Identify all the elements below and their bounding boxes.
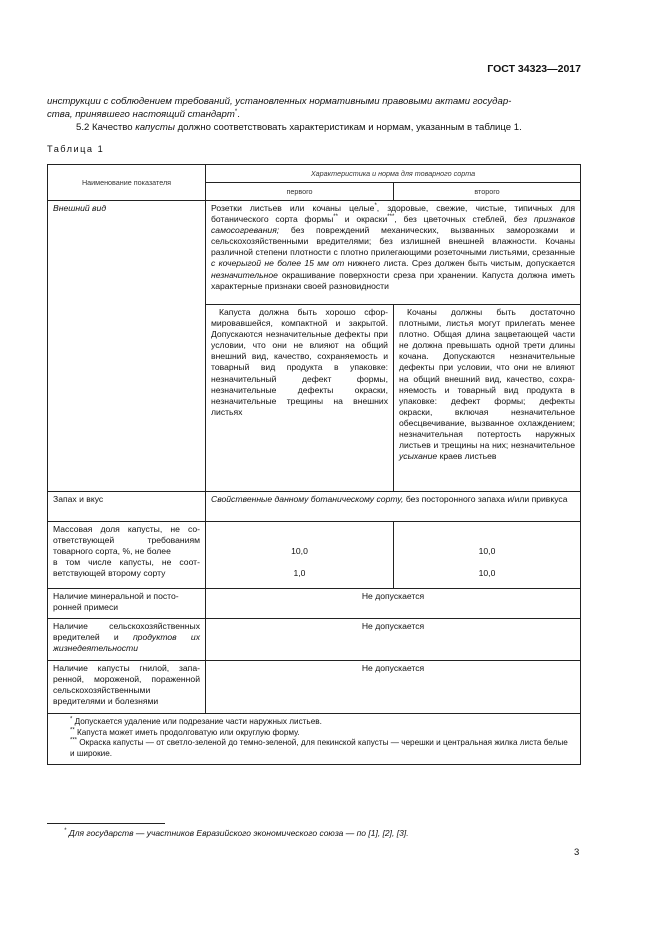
note-2-mark: ** [70, 726, 75, 733]
row-mass-second [394, 522, 581, 589]
note-1-mark: * [70, 716, 73, 723]
row-rotten-value: Не допускается [206, 661, 581, 714]
appearance-note-mark-1: * [374, 203, 377, 210]
page-footnote [64, 828, 409, 838]
page-number: 3 [574, 847, 580, 858]
footnote-mark: * [64, 828, 67, 835]
standard-header: ГОСТ 34323—2017 [487, 63, 581, 75]
table-notes [48, 714, 581, 765]
appearance-second-italic: усыхание [399, 451, 438, 462]
table-note-2 [70, 728, 574, 739]
appearance-second-part: краев листьев [437, 451, 497, 462]
row-appearance-second [394, 305, 581, 492]
appearance-note-mark-3: *** [387, 214, 395, 221]
head-group: Характеристика и норма для товарного сорта [206, 165, 581, 183]
intro-line-2-end: . [237, 109, 240, 120]
note-1-text: Допускается удаление или подрезание части наружных листьев. [72, 717, 322, 726]
intro-line-2-text: ства, принявшего настоящий стандарт [47, 109, 235, 120]
clause-5-2 [76, 121, 522, 134]
appearance-common-part: , здоровые, свежие, чистые, типичных для ботанического сорта формы [211, 203, 575, 225]
pests-label-italic: продуктов их жизнедеятельности [53, 632, 200, 654]
footnote-text: Для государств — участников Евразийского экономического союза — по [1], [2], [3]. [66, 828, 409, 838]
row-smell-label: Запах и вкус [48, 492, 206, 522]
appearance-common-part: Розетки листьев или кочаны целые [211, 203, 375, 213]
clause-5-2-it: капусты [135, 122, 175, 133]
appearance-common-italic: незначительное [211, 269, 278, 280]
note-3-mark: *** [70, 737, 78, 744]
quality-table [47, 164, 581, 765]
appearance-common-part: нижнего листа. Срез должен быть чистым, допускается [344, 258, 575, 269]
head-first-grade: первого [206, 183, 394, 201]
appearance-common-italic: с кочерыгой не более 15 мм от [211, 258, 345, 269]
appearance-note-mark-2: ** [333, 214, 338, 221]
row-appearance-common [206, 201, 581, 305]
intro-line-2 [47, 108, 240, 121]
appearance-common-part: без повреждений механических, вызванных заморозками и сельскохозяйственными вредителями; без излишней внешней влажности. Кочаны различной степени плотности с плотно прилегающими розеточными листьями, срезанные [211, 225, 575, 258]
intro-footnote-mark: * [234, 108, 238, 115]
smell-value-italic: Свойственные данному ботаническому сорту, [211, 494, 404, 504]
row-appearance-first: Капуста должна быть хорошо сформировавшейся, компактной и закрытой. Допускаются незначительные дефекты при условии, что они не влияют на общий внешний вид, качество, сохраняемость и товарный вид продукта в упаковке: незначительный дефект формы, незначительные дефекты окраски, незначительные трещины на внешних листьях [206, 305, 394, 492]
row-mass-first [206, 522, 394, 589]
head-second-grade: второго [394, 183, 581, 201]
appearance-common-part: окрашивание поверхности среза при хранении. Капуста должна иметь характерные признаки своей разновидности [211, 269, 575, 291]
row-appearance-label: Внешний вид [48, 201, 206, 492]
row-mineral-label: Наличие минеральной и посторонней примеси [48, 589, 206, 619]
row-mineral-value: Не допускается [206, 589, 581, 619]
note-2-text: Капуста может иметь продолговатую или округлую форму. [74, 727, 300, 737]
mass-first-value: 10,0 [291, 546, 308, 556]
footnote-rule [47, 823, 165, 824]
row-pests-value: Не допускается [206, 619, 581, 661]
mass-second-value-2: 10,0 [478, 568, 496, 579]
mass-second-value: 10,0 [478, 546, 496, 556]
appearance-second-part: Кочаны должны быть достаточно плотными, листья могут прилегать менее плотно. Общая длина зацветающей части не должна превышать одной трети длины кочана. Допускаются незначительные дефекты при условии, что они не влияют на общий внешний вид, качество, сохраняемость и товарный вид продукта в упаковке: дефект формы; дефекты окраски, включая незначительное обесцвечивание, вызванное охлаждением; незначительная потертость наружных листьев и трещины на них; незначительное [399, 307, 575, 451]
table-note-1 [70, 717, 574, 728]
appearance-common-part: , без цветочных стеблей, [394, 214, 514, 225]
appearance-common-part: и окраски [337, 214, 388, 225]
row-mass-label [48, 522, 206, 589]
appearance-common-italic: без признаков самосогревания; [211, 214, 575, 236]
mass-first-value-2: 1,0 [293, 568, 306, 579]
table-note-3 [54, 738, 574, 759]
table-caption: Таблица 1 [47, 144, 105, 154]
row-pests-label [48, 619, 206, 661]
mass-label-2: в том числе капусты, не соответствующей второму сорту [53, 557, 200, 579]
clause-5-2-a: 5.2 Качество [76, 122, 136, 133]
note-3-text: Окраска капусты — от светло-зеленой до темно-зеленой, для пекинской капусты — черешки и центральная жилка листа белые и широкие. [70, 738, 568, 758]
intro-line-1: инструкции с соблюдением требований, установленных нормативными правовыми актами государ- [47, 96, 512, 107]
clause-5-2-b: должно соответствовать характеристикам и нормам, указанным в таблице 1. [174, 122, 522, 133]
pests-label-text: Наличие сельскохозяйственных вредителей и [53, 621, 200, 643]
head-indicator: Наименование показателя [48, 165, 206, 201]
row-smell-value [206, 492, 581, 522]
row-rotten-label: Наличие капусты гнилой, запаренной, мороженой, пораженной сельскохозяйственными вредителями и болезнями [48, 661, 206, 714]
smell-value-text: без посторонного запаха и/или привкуса [403, 494, 568, 504]
mass-label-1: Массовая доля капусты, не соответствующей требованиям товарного сорта, %, не более [53, 524, 200, 557]
